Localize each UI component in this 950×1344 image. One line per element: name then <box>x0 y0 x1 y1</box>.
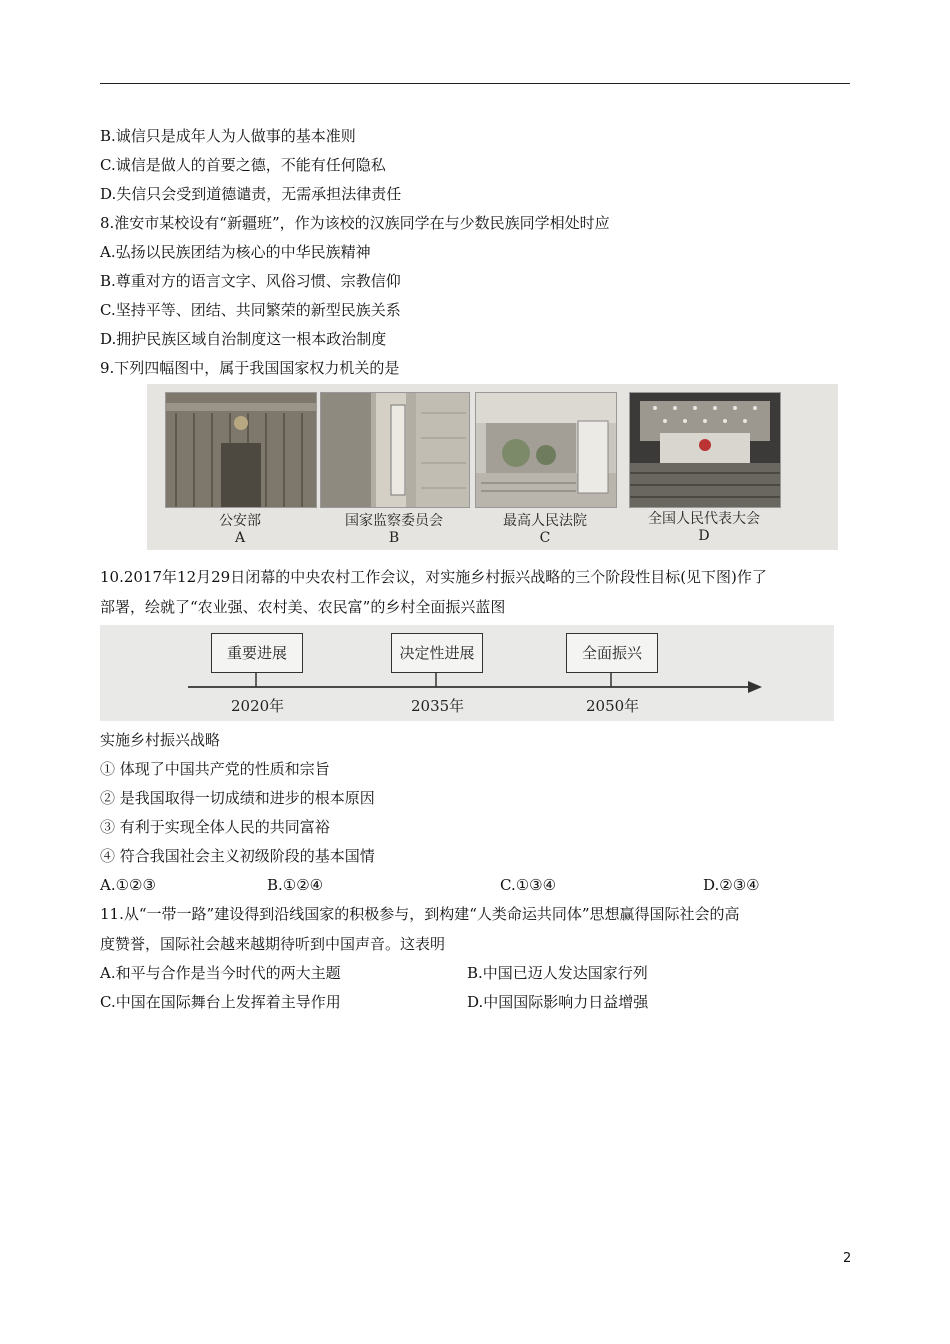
q10-statement-4: ④ 符合我国社会主义初级阶段的基本国情 <box>100 847 375 865</box>
q10-stem-line1: 10.2017年12月29日闭幕的中央农村工作会议，对实施乡村振兴战略的三个阶段性目标(见下图)作了 <box>100 568 767 586</box>
timeline-stage-3: 全面振兴 <box>566 633 658 673</box>
q9-caption-d: 全国人民代表大会 <box>648 511 760 527</box>
q9-caption-a: 公安部 <box>219 513 261 529</box>
q9-caption-b: 国家监察委员会 <box>345 513 443 529</box>
timeline-stage-2: 决定性进展 <box>391 633 483 673</box>
q9-photo-strip <box>147 384 838 550</box>
timeline-year-2: 2035年 <box>411 697 465 715</box>
q8-stem: 8.淮安市某校设有“新疆班”，作为该校的汉族同学在与少数民族同学相处时应 <box>100 214 610 232</box>
photo-ministry-public-security <box>165 392 317 508</box>
top-rule <box>100 83 850 84</box>
q11-stem-line1: 11.从“一带一路”建设得到沿线国家的积极参与，到构建“人类命运共同体”思想赢得国际社会的高 <box>100 905 740 923</box>
q9-stem: 9.下列四幅图中，属于我国国家权力机关的是 <box>100 359 400 377</box>
q10-option-c: C.①③④ <box>500 876 557 894</box>
q9-letter-d: D <box>698 528 710 544</box>
q10-option-d: D.②③④ <box>703 876 760 894</box>
timeline-stage-1: 重要进展 <box>211 633 303 673</box>
timeline-year-1: 2020年 <box>231 697 285 715</box>
q9-caption-c: 最高人民法院 <box>503 513 587 529</box>
q8-option-a: A.弘扬以民族团结为核心的中华民族精神 <box>100 243 371 261</box>
q9-letter-b: B <box>388 530 400 546</box>
q9-letter-a: A <box>234 530 246 546</box>
photo-national-peoples-congress <box>629 392 781 508</box>
photo-supervisory-commission <box>320 392 470 508</box>
q10-statement-3: ③ 有利于实现全体人民的共同富裕 <box>100 818 330 836</box>
q11-option-a: A.和平与合作是当今时代的两大主题 <box>100 964 341 982</box>
q7-option-d: D.失信只会受到道德谴责，无需承担法律责任 <box>100 185 402 203</box>
q11-stem-line2: 度赞誉，国际社会越来越期待听到中国声音。这表明 <box>100 935 446 953</box>
q8-option-d: D.拥护民族区域自治制度这一根本政治制度 <box>100 330 387 348</box>
q10-lead: 实施乡村振兴战略 <box>100 731 221 749</box>
q10-option-a: A.①②③ <box>100 876 156 894</box>
timeline-year-3: 2050年 <box>586 697 640 715</box>
q10-stem-line2: 部署，绘就了“农业强、农村美、农民富”的乡村全面振兴蓝图 <box>100 598 506 616</box>
page-number: 2 <box>843 1251 852 1266</box>
q10-statement-2: ② 是我国取得一切成绩和进步的根本原因 <box>100 789 375 807</box>
q10-timeline <box>100 625 834 721</box>
q10-option-b: B.①②④ <box>267 876 324 894</box>
q7-option-c: C.诚信是做人的首要之德，不能有任何隐私 <box>100 156 386 174</box>
q9-letter-c: C <box>539 530 551 546</box>
q11-option-d: D.中国国际影响力日益增强 <box>467 993 649 1011</box>
q8-option-c: C.坚持平等、团结、共同繁荣的新型民族关系 <box>100 301 401 319</box>
photo-supreme-court <box>475 392 617 508</box>
q11-option-b: B.中国已迈人发达国家行列 <box>467 964 648 982</box>
q8-option-b: B.尊重对方的语言文字、风俗习惯、宗教信仰 <box>100 272 401 290</box>
q11-option-c: C.中国在国际舞台上发挥着主导作用 <box>100 993 341 1011</box>
q7-option-b: B.诚信只是成年人为人做事的基本准则 <box>100 127 356 145</box>
q10-statement-1: ① 体现了中国共产党的性质和宗旨 <box>100 760 330 778</box>
